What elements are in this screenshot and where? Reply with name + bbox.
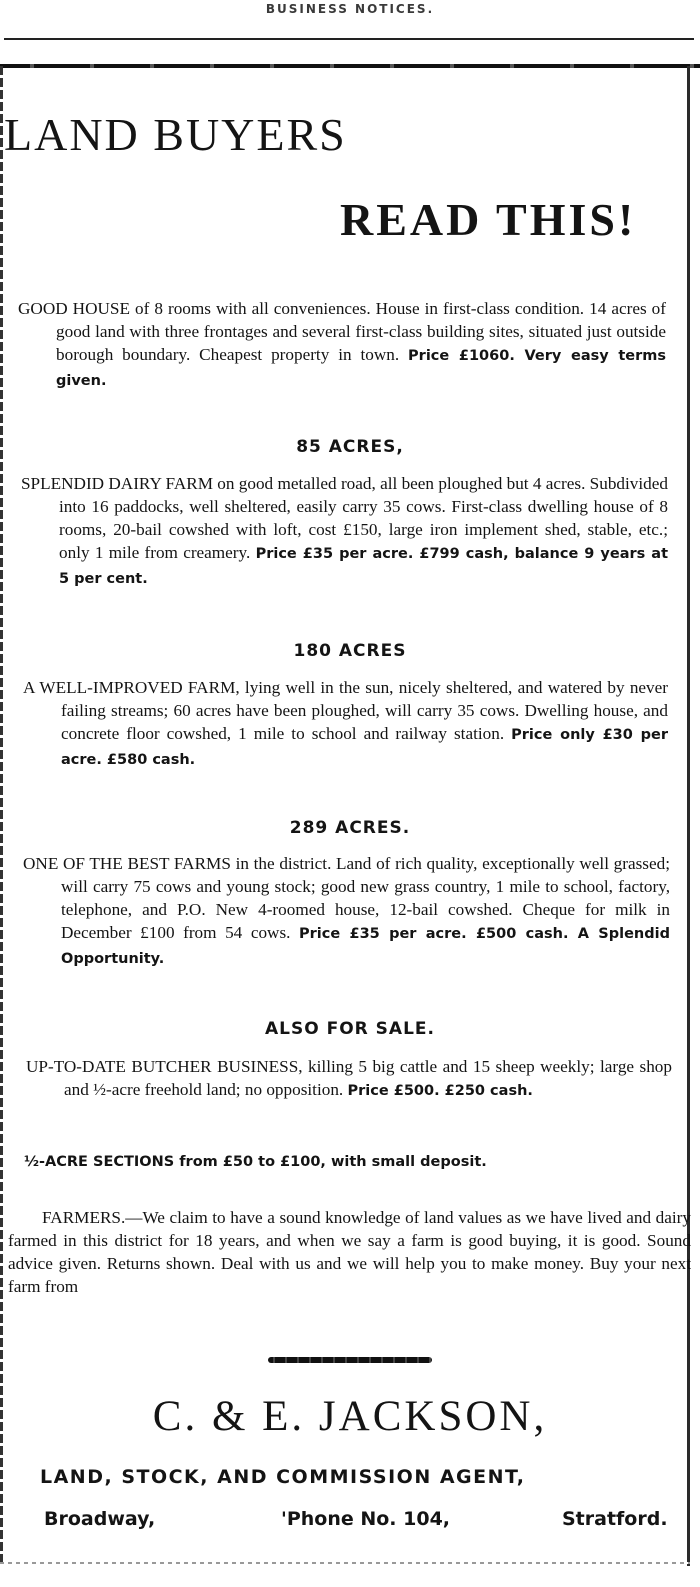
- sections-notice: ½-ACRE SECTIONS from £50 to £100, with small deposit.: [24, 1154, 487, 1170]
- listing-butcher-business-text: UP-TO-DATE BUTCHER BUSINESS, killing 5 big cattle and 15 sheep weekly; large shop and ½-acre freehold land; no opposition.: [26, 1057, 672, 1099]
- listing-best-farm: [23, 852, 670, 971]
- listing-good-house-text: GOOD HOUSE of 8 rooms with all conveniences. House in first-class condition. 14 acres of good land with three frontages and several first-class building sites, situated just outside borough boundary. Cheapest property in town.: [18, 299, 666, 364]
- listing-dairy-farm: [21, 472, 669, 591]
- farmers-note: FARMERS.—We claim to have a sound knowledge of land values as we have lived and dairy farmed in this district for 18 years, and when we say a farm is good buying, it is good. Sound advice given. Returns shown. Deal with us and we will help you to make money. Buy your next farm from: [8, 1208, 691, 1296]
- firm-phone: 'Phone No. 104,: [281, 1508, 451, 1530]
- listing-good-house: [18, 297, 666, 393]
- firm-role: LAND, STOCK, AND COMMISSION AGENT,: [40, 1466, 526, 1488]
- listing-improved-farm-price: Price only £30 per acre. £580 cash.: [61, 727, 668, 768]
- listing-best-farm-price: Price £35 per acre. £500 cash. A Splendid Opportunity.: [61, 926, 670, 967]
- advert-bottom-border: [0, 1562, 690, 1564]
- listing-dairy-farm-price: Price £35 per acre. £799 cash, balance 9 years at 5 per cent.: [59, 546, 669, 587]
- firm-town: Stratford.: [562, 1508, 668, 1530]
- listing-best-farm-text: ONE OF THE BEST FARMS in the district. Land of rich quality, exceptionally well grassed; will carry 75 cows and young stock; good new grass country, 1 mile to school, factory, telephone, and P.O. New 4-roomed house, 12-bail cowshed. Cheque for milk in December £100 from 54 cows.: [23, 854, 670, 942]
- listing-improved-farm-text: A WELL-IMPROVED FARM, lying well in the sun, nicely sheltered, and watered by never failing streams; 60 acres have been ploughed, will carry 35 cows. Dwelling house, and concrete floor cowshed, 1 mile to school and railway station.: [23, 678, 668, 743]
- header-rule: [4, 38, 694, 40]
- listing-dairy-farm-text: SPLENDID DAIRY FARM on good metalled road, all been ploughed but 4 acres. Subdivided into 16 paddocks, well sheltered, easily carry 35 cows. First-class dwelling house of 8 rooms, 20-bail cowshed with loft, cost £150, large iron implement shed, stable, etc.; only 1 mile from creamery.: [21, 474, 668, 562]
- heading-also-for-sale: ALSO FOR SALE.: [265, 1019, 435, 1039]
- firm-street: Broadway,: [44, 1508, 156, 1530]
- headline-read-this: READ THIS!: [340, 194, 637, 245]
- listing-butcher-business: [26, 1055, 672, 1103]
- heading-180-acres: 180 ACRES: [293, 641, 407, 661]
- listing-good-house-price: Price £1060. Very easy terms given.: [56, 348, 666, 389]
- advert-left-border: [0, 66, 3, 1566]
- ornamental-divider: [268, 1357, 432, 1363]
- page-header: BUSINESS NOTICES.: [265, 2, 435, 16]
- headline-land-buyers: LAND BUYERS: [4, 109, 347, 160]
- heading-289-acres: 289 ACRES.: [289, 818, 411, 838]
- advert-right-border: [687, 66, 690, 1566]
- listing-improved-farm: [23, 676, 668, 772]
- firm-name: C. & E. JACKSON,: [152, 1393, 548, 1440]
- advert-top-border: [0, 64, 700, 68]
- listing-butcher-business-price: Price £500. £250 cash.: [347, 1083, 533, 1099]
- heading-85-acres: 85 ACRES,: [296, 437, 404, 457]
